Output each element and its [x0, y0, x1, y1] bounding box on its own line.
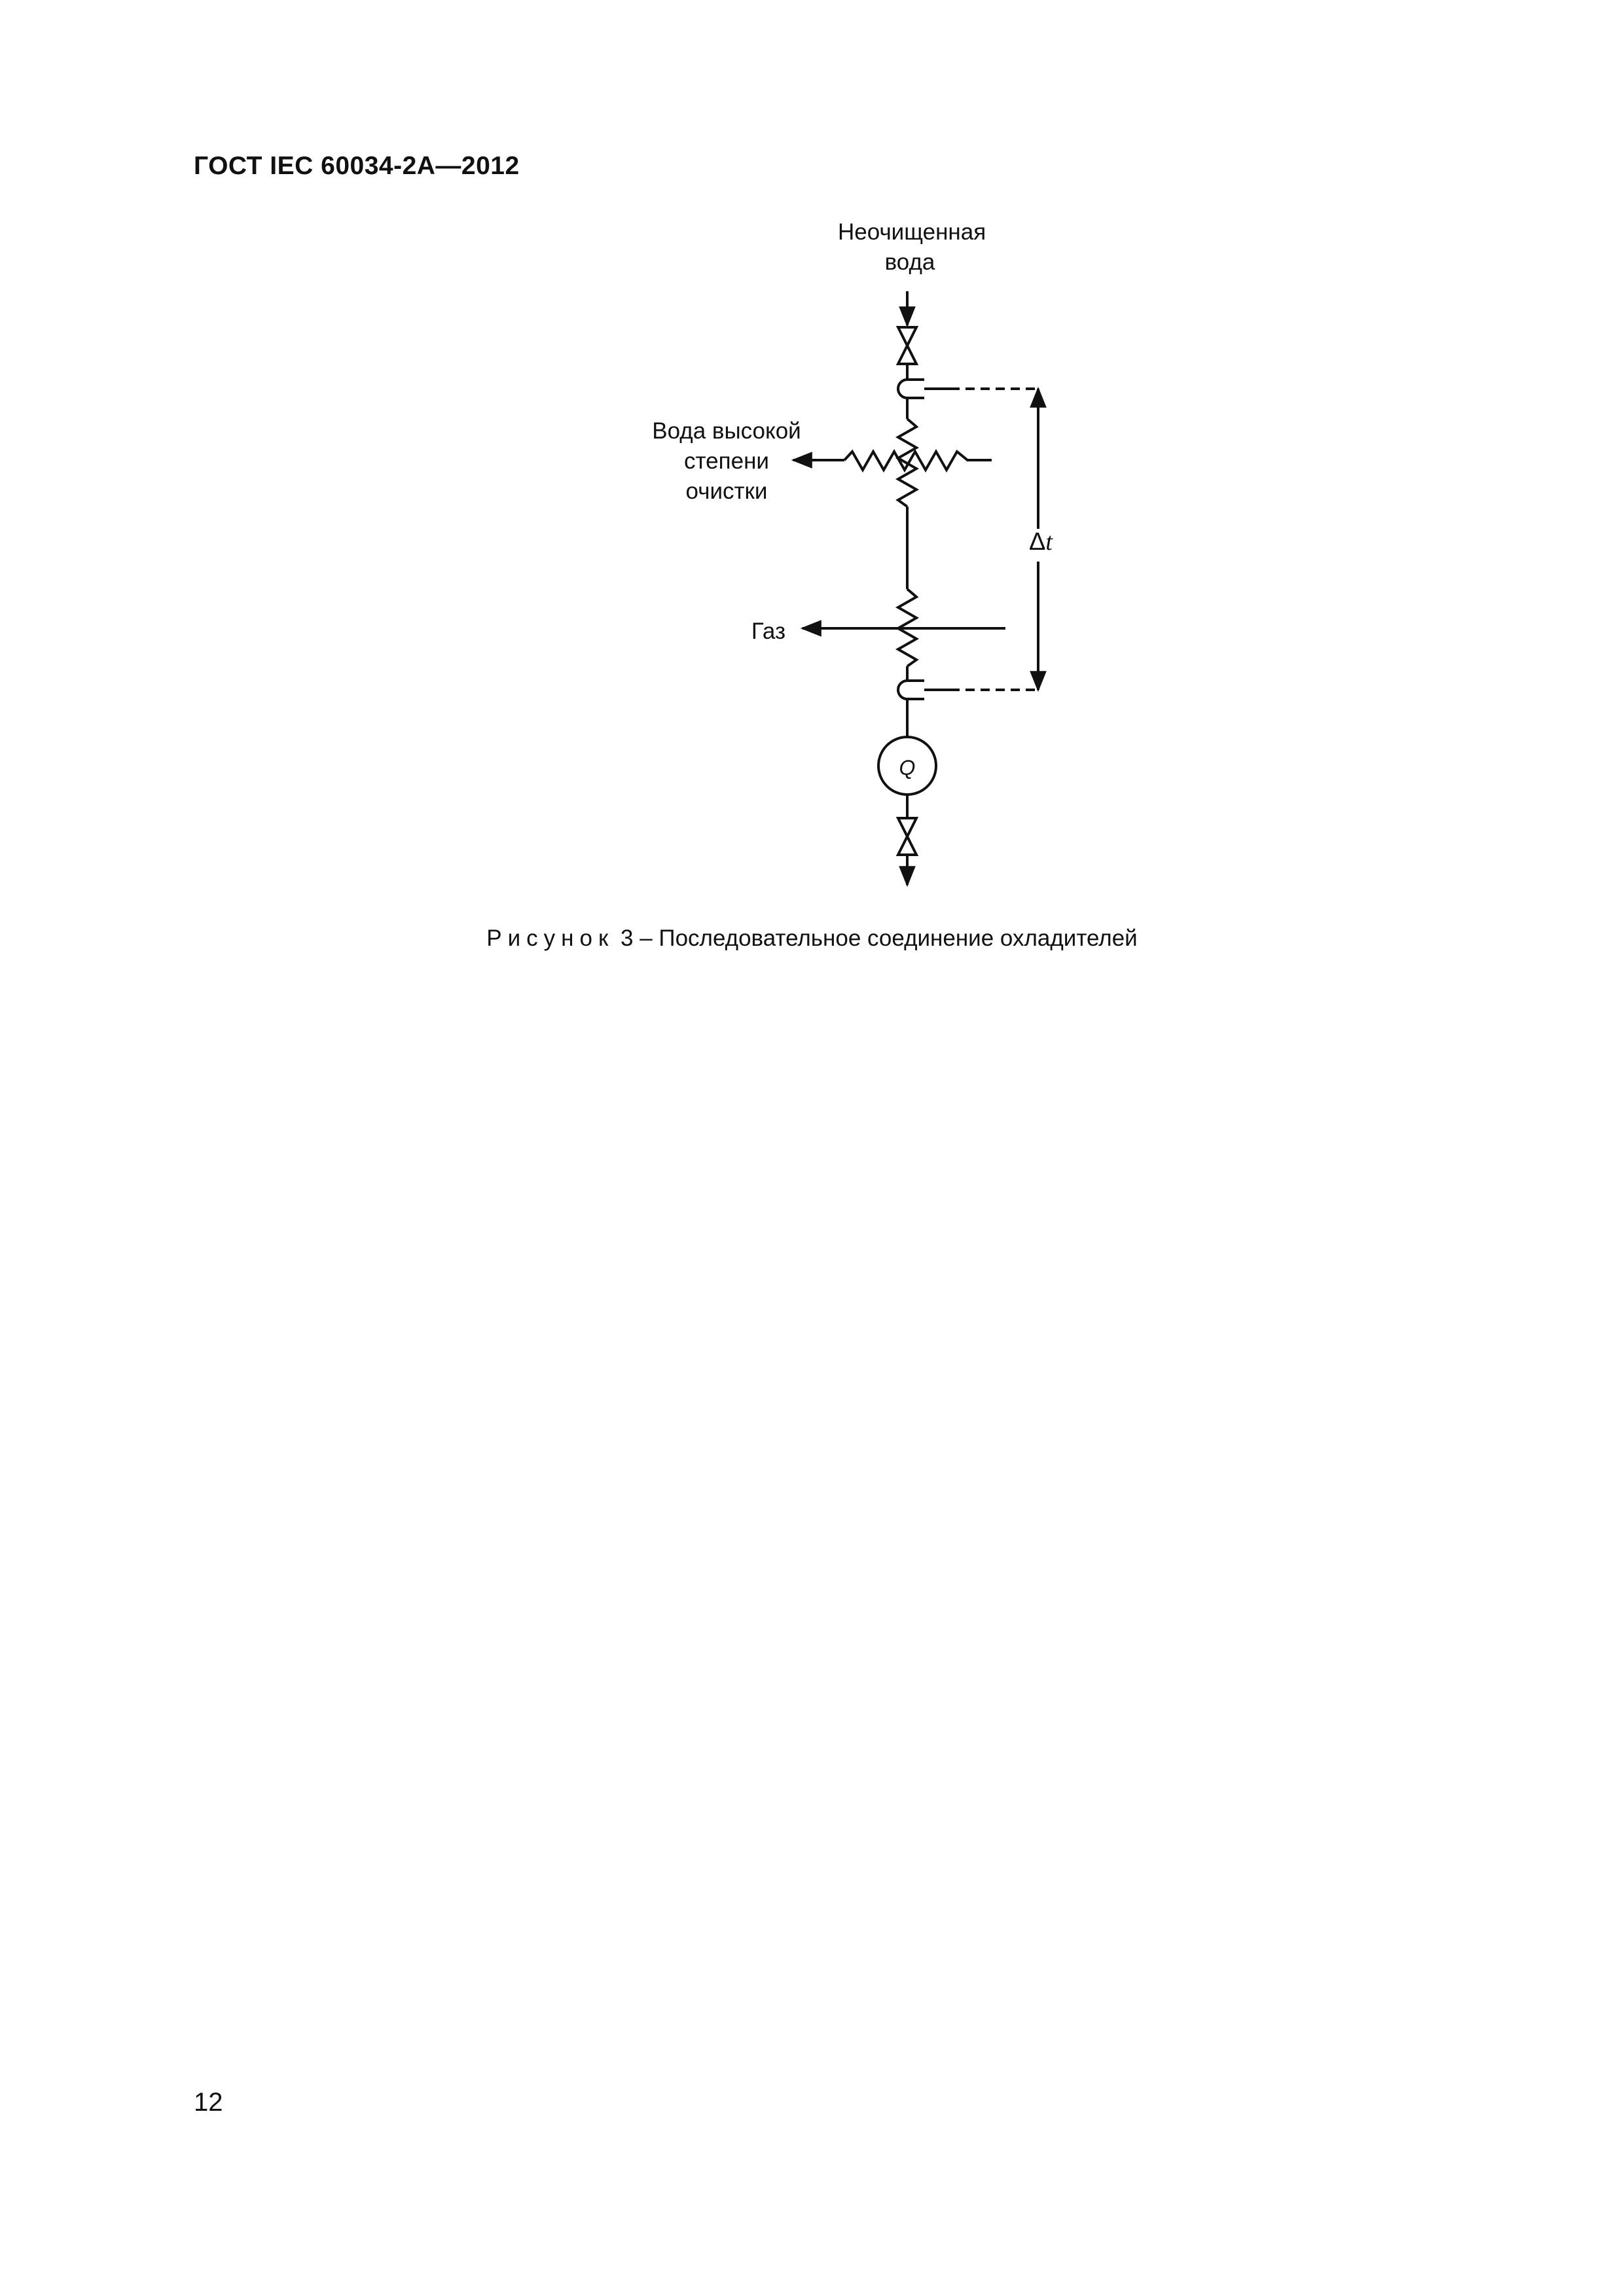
inlet-thermometer-well-icon — [898, 380, 950, 398]
cooler-diagram — [0, 0, 1624, 982]
figure-caption — [0, 925, 1624, 952]
raw-water-label: Неочищенная вода — [838, 219, 986, 275]
figure-caption-word: Рисунок — [486, 925, 615, 951]
pure-water-cooler-coil — [844, 452, 992, 470]
cooler-series-figure — [0, 0, 1624, 982]
page-number: 12 — [194, 2088, 223, 2117]
outlet-thermometer-well-icon — [898, 681, 950, 699]
outlet-valve-icon — [898, 818, 916, 855]
document-header: ГОСТ IEC 60034-2A—2012 — [194, 152, 520, 180]
gas-label: Газ — [751, 619, 785, 644]
figure-caption-text: 3 – Последовательное соединение охладителей — [621, 925, 1138, 951]
delta-t-label: Δt — [1029, 528, 1053, 556]
flow-meter-label: Q — [899, 756, 916, 780]
inlet-valve-icon — [898, 327, 916, 364]
pure-water-label: Вода высокой степени очистки — [652, 418, 801, 504]
